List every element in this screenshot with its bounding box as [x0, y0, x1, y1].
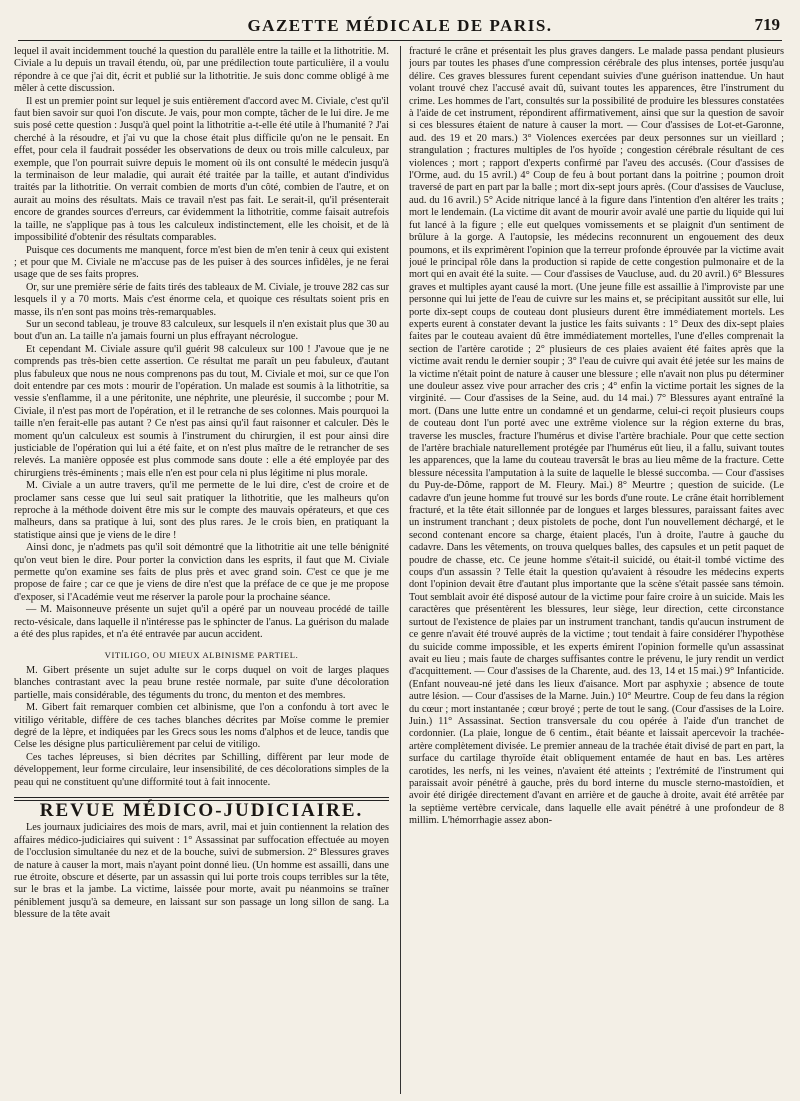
- paragraph: M. Civiale a un autre travers, qu'il me permette de le lui dire, c'est de croire et de proclamer sans cesse que lui seul sait pratiquer la lithotritie, que les malheurs qu'on reproche à la méthode doivent être mis sur le compte des mauvais opérateurs, et que ces malheurs, dans sa pratique à lui, sont des plus rares. Je le crois bien, en pratiquant la statistique ainsi que je viens de le dire !: [14, 480, 389, 541]
- paragraph: M. Gibert fait remarquer combien cet albinisme, que l'on a confondu à tort avec le vitiligo véritable, diffère de ces taches blanches décrites par Moïse comme le premier degré de la lèpre, et indiquées par les Grecs sous les noms d'alphos et de leuce, tandis que Celse les désigne plus particulièrement par celui de vitiligo.: [14, 702, 389, 751]
- paragraph: Ainsi donc, je n'admets pas qu'il soit démontré que la lithotritie ait une telle bénignité qu'on veut bien le dire. Pour porter la conviction dans les esprits, il faut que M. Civiale permette qu'on examine ses faits de plus près et avec grand soin. C'est ce que je me propose de faire ; car ce que je viens de dire n'est que la préface de ce que je me propose d'exposer, si l'Académie veut me réserver la parole pour la prochaine séance.: [14, 542, 389, 603]
- column-divider: [400, 46, 401, 1094]
- right-column: [409, 46, 784, 1094]
- paragraph: Ces taches lépreuses, si bien décrites par Schilling, diffèrent par leur mode de développement, leur forme circulaire, leur insensibilité, de ces décolorations simples de la peau qui ne constituent qu'une difformité tout à fait innocente.: [14, 751, 389, 788]
- page-header: [18, 14, 782, 41]
- paragraph: fracturé le crâne et présentait les plus graves dangers. Le malade passa pendant plusieurs jours par toutes les phases d'une compression cérébrale des plus intenses, portée jusqu'au délire. Ces graves blessures furent cependant suivies d'une guérison inattendue. Un haut volant trouvé chez l'accusé avait dû, suivant toutes les apparences, être l'instrument du crime. Les hommes de l'art, consultés sur la possibilité de produire les blessures constatées à l'aide de cet instrument, répondirent affirmativement, ainsi que sur la question de savoir si ces blessures étaient de nature à causer la mort. — Cour d'assises de Lot-et-Garonne, aud. des 19 et 20 mars.) 3° Violences exercées par deux personnes sur un vieillard ; strangulation ; fractures multiples de l'os hyoïde ; congestion cérébrale résultant de ces violences ; mort ; rapport d'experts confirmé par l'aveu des accusés. (Cour d'assises de l'Orme, aud. du 15 avril.) 4° Coup de feu à bout portant dans la poitrine ; poumon droit traversé de part en part par la balle ; mort dix-sept jours après. (Cour d'assises de Vaucluse, aud. du 16 avril.) 5° Acide nitrique lancé à la figure dans l'intention d'en altérer les traits ; mort le lendemain. (La victime dit avant de mourir avoir avalé une partie du liquide qui lui fut lancé à la figure ; elle eut quelques vomissements et se plaignit d'un sentiment de brûlure à la gorge. A l'autopsie, les médecins reconnurent un engouement des deux poumons, et ils exprimèrent l'opinion que la terreur profonde éprouvée par la victime avait joué le principal rôle dans la production si rapide de cette congestion pulmonaire et de la mort qui en avait été la suite. — Cour d'assises de Vaucluse, aud. du 20 avril.) 6° Blessures graves et multiples ayant causé la mort. (Une jeune fille est assaillie à l'improviste par une personne qui lui jette de l'eau de cuivre sur les mains et, se précipitant aussitôt sur elle, lui porte dix-sept coups de couteau dont plusieurs durent être immédiatement mortels. Les experts eurent à constater devant la justice les faits suivants : 1° Deux des dix-sept plaies faites par le couteau avaient dû être immédiatement mortelles, l'une d'elles comprenait la section de l'artère carotide ; 2° plusieurs de ces plaies avaient été faites après que la victime avait rendu le dernier soupir ; 3° l'eau de cuivre qui avait été jetée sur les mains de la victime n'était point de nature à causer une blessure ; elle n'avait non plus pu déterminer une douleur assez vive pour arracher des cris ; 4° enfin la victime portait les signes de la virginité. — Cour d'assises de la Seine, aud. du 14 mai.) 7° Blessures ayant entraîné la mort. (Dans une lutte entre un condamné et un gendarme, celui-ci reçoit plusieurs coups de couteau dont l'un porté avec une extrême violence sur la région externe du bras, traverse les muscles, fracture l'humérus et divise l'artère brachiale. Pour que cette section de l'artère brachiale naturellement protégée par l'humérus eût lieu, il a fallu, suivant toutes les apparences, que la lame du couteau traversât le bras au lieu même de la fracture. Cette blessure nécessita l'amputation à la suite de laquelle le blessé succomba. — Cour d'assises du Puy-de-Dôme, rapport de M. Fleury. Mai.) 8° Meurtre ; question de suicide. (Le cadavre d'un jeune homme fut trouvé sur les bords d'une route. Le crâne était horriblement fracturé, et la tête était sillonnée par de longues et larges blessures, paraissant faites avec un instrument tranchant ; deux pistolets de poche, dont l'un nouvellement déchargé, et le second contenant encore sa charge, étaient placés, l'un à droite, l'autre à gauche du cadavre. Dans les vêtements, on trouva quelques balles, des capsules et un petit paquet de poudre de chasse, etc. Ce jeune homme s'était-il suicidé, ou était-il tombé victime des coups d'un assassin ? Telle était la question qu'avaient à résoudre les médecins experts dont l'opinion devait être d'autant plus importante que la scène s'était passée sans témoin. Tout semblait avoir été disposé autour de la victime pour faire croire à un suicide. Mais les caractères que présentèrent les blessures, leur siège, leur direction, cette circonstance surtout de l'existence de plaies par un instrument tranchant, tandis qu'aucun instrument de ce genre n'avait été trouvé auprès de la victime ; tout tendait à faire considérer l'hypothèse du suicide comme impossible, et les experts émirent l'opinion formelle qu'un assassinat avait eu lieu ; mais faute de charges suffisantes contre le prévenu, le jury rendit un verdict d'acquittement. — Cour d'assises de la Charente, aud. des 13, 14 et 15 mai.) 9° Infanticide. (Enfant nouveau-né jeté dans les lieux d'aisance. Mort par asphyxie ; absence de toute autre lésion. — Cour d'assises de la Marne. Juin.) 10° Meurtre. Coup de feu dans la région du cœur ; mort instantanée ; cœur broyé ; perte de tout le sang. (Cour d'assises de la Loire. Juin.) 11° Assassinat. Section transversale du cou opérée à l'aide d'un tranchet de cordonnier. (La plaie, longue de 6 centim., était béante et laissait apercevoir la trachée-artère complètement divisée. Le premier anneau de la trachée était divisé de part en part, la surface du cartilage thyroïde était obliquement entamée de haut en bas. Les artères carotides, les nerfs, ni les veines, n'avaient été atteints ; l'extrémité de l'instrument qui paraissait avoir pénétré à gauche, près du bord interne du muscle sterno-mastoïdien, et avoir été dirigée directement d'avant en arrière et de gauche à droite, avait été arrêtée par la septième vertèbre cervicale, dans laquelle elle avait pénétré à une profondeur de 8 millim. L'hémorrhagie assez abon-: [409, 46, 784, 827]
- paragraph: Et cependant M. Civiale assure qu'il guérit 98 calculeux sur 100 ! J'avoue que je ne comprends pas très-bien cette assertion. Ce résultat me paraît un peu fabuleux, d'autant plus fabuleux que nous ne nous comprenons pas du tout, M. Civiale et moi, sur ce que l'on doit entendre par ces mots : mourir de l'opération. Un malade est soumis à la lithotritie, sa vessie s'enflamme, il a une péritonite, une néphrite, une pleurésie, il succombe ; pour M. Civiale, il n'est pas mort de l'opération, et il le retranche de ses colonnes. Mais pourquoi la taille n'en ferait-elle pas autant ? Ce n'est pas ainsi qu'il faut raisonner et calculer. Dès le moment qu'un calculeux est soumis à l'instrument du chirurgien, il est pour ainsi dire justiciable de l'opération qui lui a été faite, et on n'est plus maître de le retrancher de ses relevés. La manière opposée est plus commode sans doute : elle a été employée par des chirurgiens très-éminents ; mais elle n'en est pour cela ni plus légitime ni plus morale.: [14, 343, 389, 479]
- running-head: GAZETTE MÉDICALE DE PARIS.: [247, 16, 553, 35]
- page-number: 719: [754, 15, 780, 34]
- paragraph: Les journaux judiciaires des mois de mars, avril, mai et juin contiennent la relation des affaires médico-judiciaires qui suivent : 1° Assassinat par suffocation effectuée au moyen de l'occlusion simultanée du nez et de la bouche, suivi de submersion. 2° Blessures graves de nature à causer la mort, mais n'ayant point donné lieu. (Un homme est assailli, dans une rue étroite, obscure et déserte, par un assassin qui lui porte trois coups terribles sur la tête, sur le bras et la jambe. La victime, laissée pour morte, avait pu néanmoins se traîner péniblement jusqu'à sa demeure, en laissant sur son passage un long sillon de sang. La blessure de la tête avait: [14, 822, 389, 921]
- paragraph: [14, 604, 389, 641]
- left-column: [14, 46, 389, 1094]
- paragraph-text: présente un sujet qu'il a opéré par un nouveau procédé de taille recto-vésicale, dans laquelle il n'intéresse pas le sphincter de l'anus. La guérison du malade a été des plus rapides, et n'a été entravée par aucun accident.: [14, 604, 389, 641]
- speaker-name: — M. Maisonneuve: [26, 604, 112, 616]
- paragraph: M. Gibert présente un sujet adulte sur le corps duquel on voit de larges plaques blanches contrastant avec la peau brune restée normale, par suite d'une décoloration partielle, mais considérable, des téguments du tronc, du menton et des membres.: [14, 664, 389, 701]
- paragraph: Puisque ces documents me manquent, force m'est bien de m'en tenir à ceux qui existent ; et pour que M. Civiale ne m'accuse pas de les puiser à des sources infidèles, je ne ferai usage que de ses faits propres.: [14, 244, 389, 281]
- section-title: REVUE MÉDICO-JUDICIAIRE.: [39, 799, 364, 821]
- paragraph: lequel il avait incidemment touché la question du parallèle entre la taille et la lithotritie. M. Civiale a lu depuis un travail étendu, où, par une prédilection toute particulière, il a voulu répondre à ce que j'ai dit, écrit et publié sur la lithotritie. Je suis donc comme obligé à me mêler à cette discussion.: [14, 46, 389, 95]
- vitiligo-heading: VITILIGO, OU MIEUX ALBINISME PARTIEL.: [104, 649, 299, 660]
- paragraph: Or, sur une première série de faits tirés des tableaux de M. Civiale, je trouve 282 cas sur lesquels il y a 70 morts. Mais c'est énorme cela, et quoique ces résultats soient pris en masse, ils n'en sont pas moins très-remarquables.: [14, 281, 389, 318]
- paragraph: Sur un second tableau, je trouve 83 calculeux, sur lesquels il n'en existait plus que 30 au bout d'un an. La taille n'a jamais fourni un plus effrayant nécrologue.: [14, 318, 389, 343]
- paragraph: Il est un premier point sur lequel je suis entièrement d'accord avec M. Civiale, c'est qu'il faut bien savoir sur quoi l'on discute. Je vais, pour mon compte, tâcher de le lui dire. Je me suis posé cette question : Jusqu'à quel point la lithotritie a-t-elle été utile à l'humanité ? J'ai cherché à la résoudre, et j'ai vu que la chose était plus difficile qu'on ne le pensait. En effet, pour cela il faudrait posséder les observations de deux ou trois mille calculeux, par exemple, que l'on pourrait suivre depuis le moment où ils ont consulté le médecin jusqu'à la terminaison de leur maladie, qui aurait été traitée par la taille, et autant d'individus traités par la lithotritie. On verrait combien de morts d'un côté, combien de l'autre, et on aurait au moins des résultats. Mais ce travail n'est pas fait. Le serait-il, qu'il présenterait encore de grandes sources d'erreurs, car évidemment la lithotritie, comme faisait autrefois la taille, ne s'applique pas à tous les calculeux indistinctement, elle les choisit, et de là impossibilité d'obtenir des résultats comparables.: [14, 95, 389, 244]
